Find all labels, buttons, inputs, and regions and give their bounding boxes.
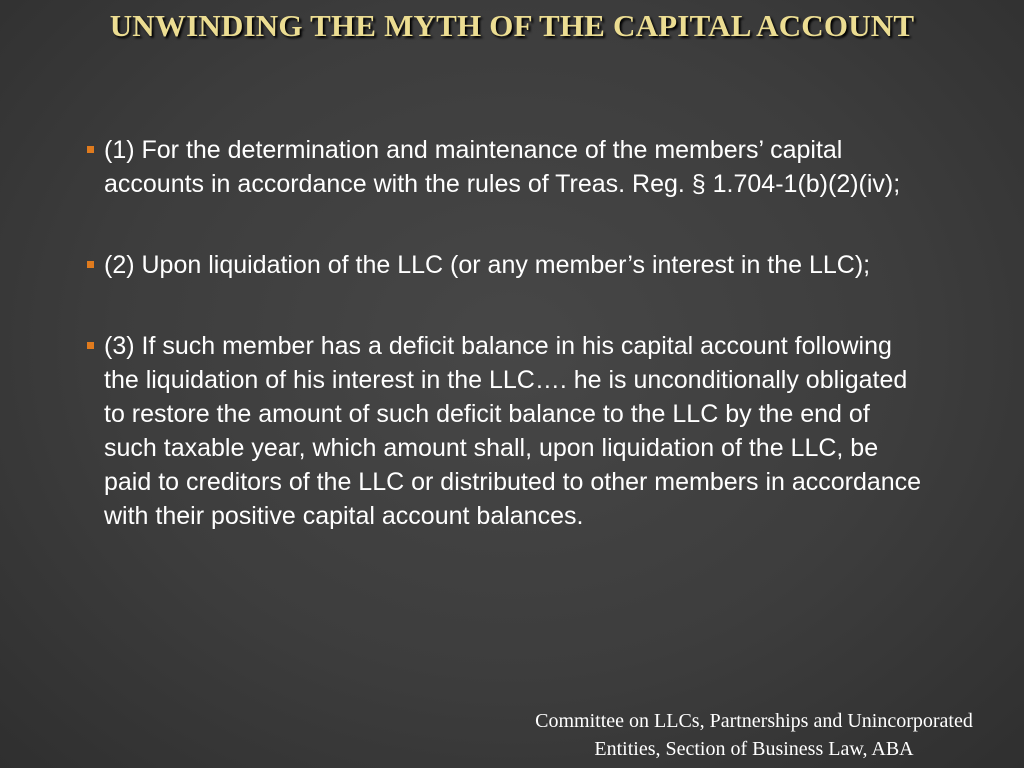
- square-bullet-icon: [87, 261, 94, 268]
- bullet-text: (3) If such member has a deficit balance in his capital account following the liquidation of his interest in the LLC…. he is unconditionally obligated to restore the amount of such deficit balance to the LLC by the end of such taxable year, which amount shall, upon liquidation of the LLC, be paid to creditors of the LLC or distributed to other members in accordance with their positive capital account balances.: [104, 332, 922, 530]
- square-bullet-icon: [87, 342, 94, 349]
- bullet-item-1: [84, 133, 924, 201]
- footer-line-2: Entities, Section of Business Law, ABA: [594, 738, 914, 760]
- bullet-item-3: [84, 329, 924, 533]
- bullet-item-2: [84, 248, 924, 282]
- bullet-list: [84, 133, 924, 533]
- square-bullet-icon: [87, 146, 94, 153]
- bullet-text: (2) Upon liquidation of the LLC (or any member’s interest in the LLC);: [104, 251, 871, 279]
- bullet-text: (1) For the determination and maintenance of the members’ capital accounts in accordance with the rules of Treas. Reg. § 1.704-1(b)(2)(iv);: [104, 136, 901, 198]
- slide-title: UNWINDING THE MYTH OF THE CAPITAL ACCOUNT: [109, 8, 915, 43]
- footer-attribution: [494, 707, 1014, 763]
- footer-line-1: Committee on LLCs, Partnerships and Unincorporated: [535, 710, 973, 732]
